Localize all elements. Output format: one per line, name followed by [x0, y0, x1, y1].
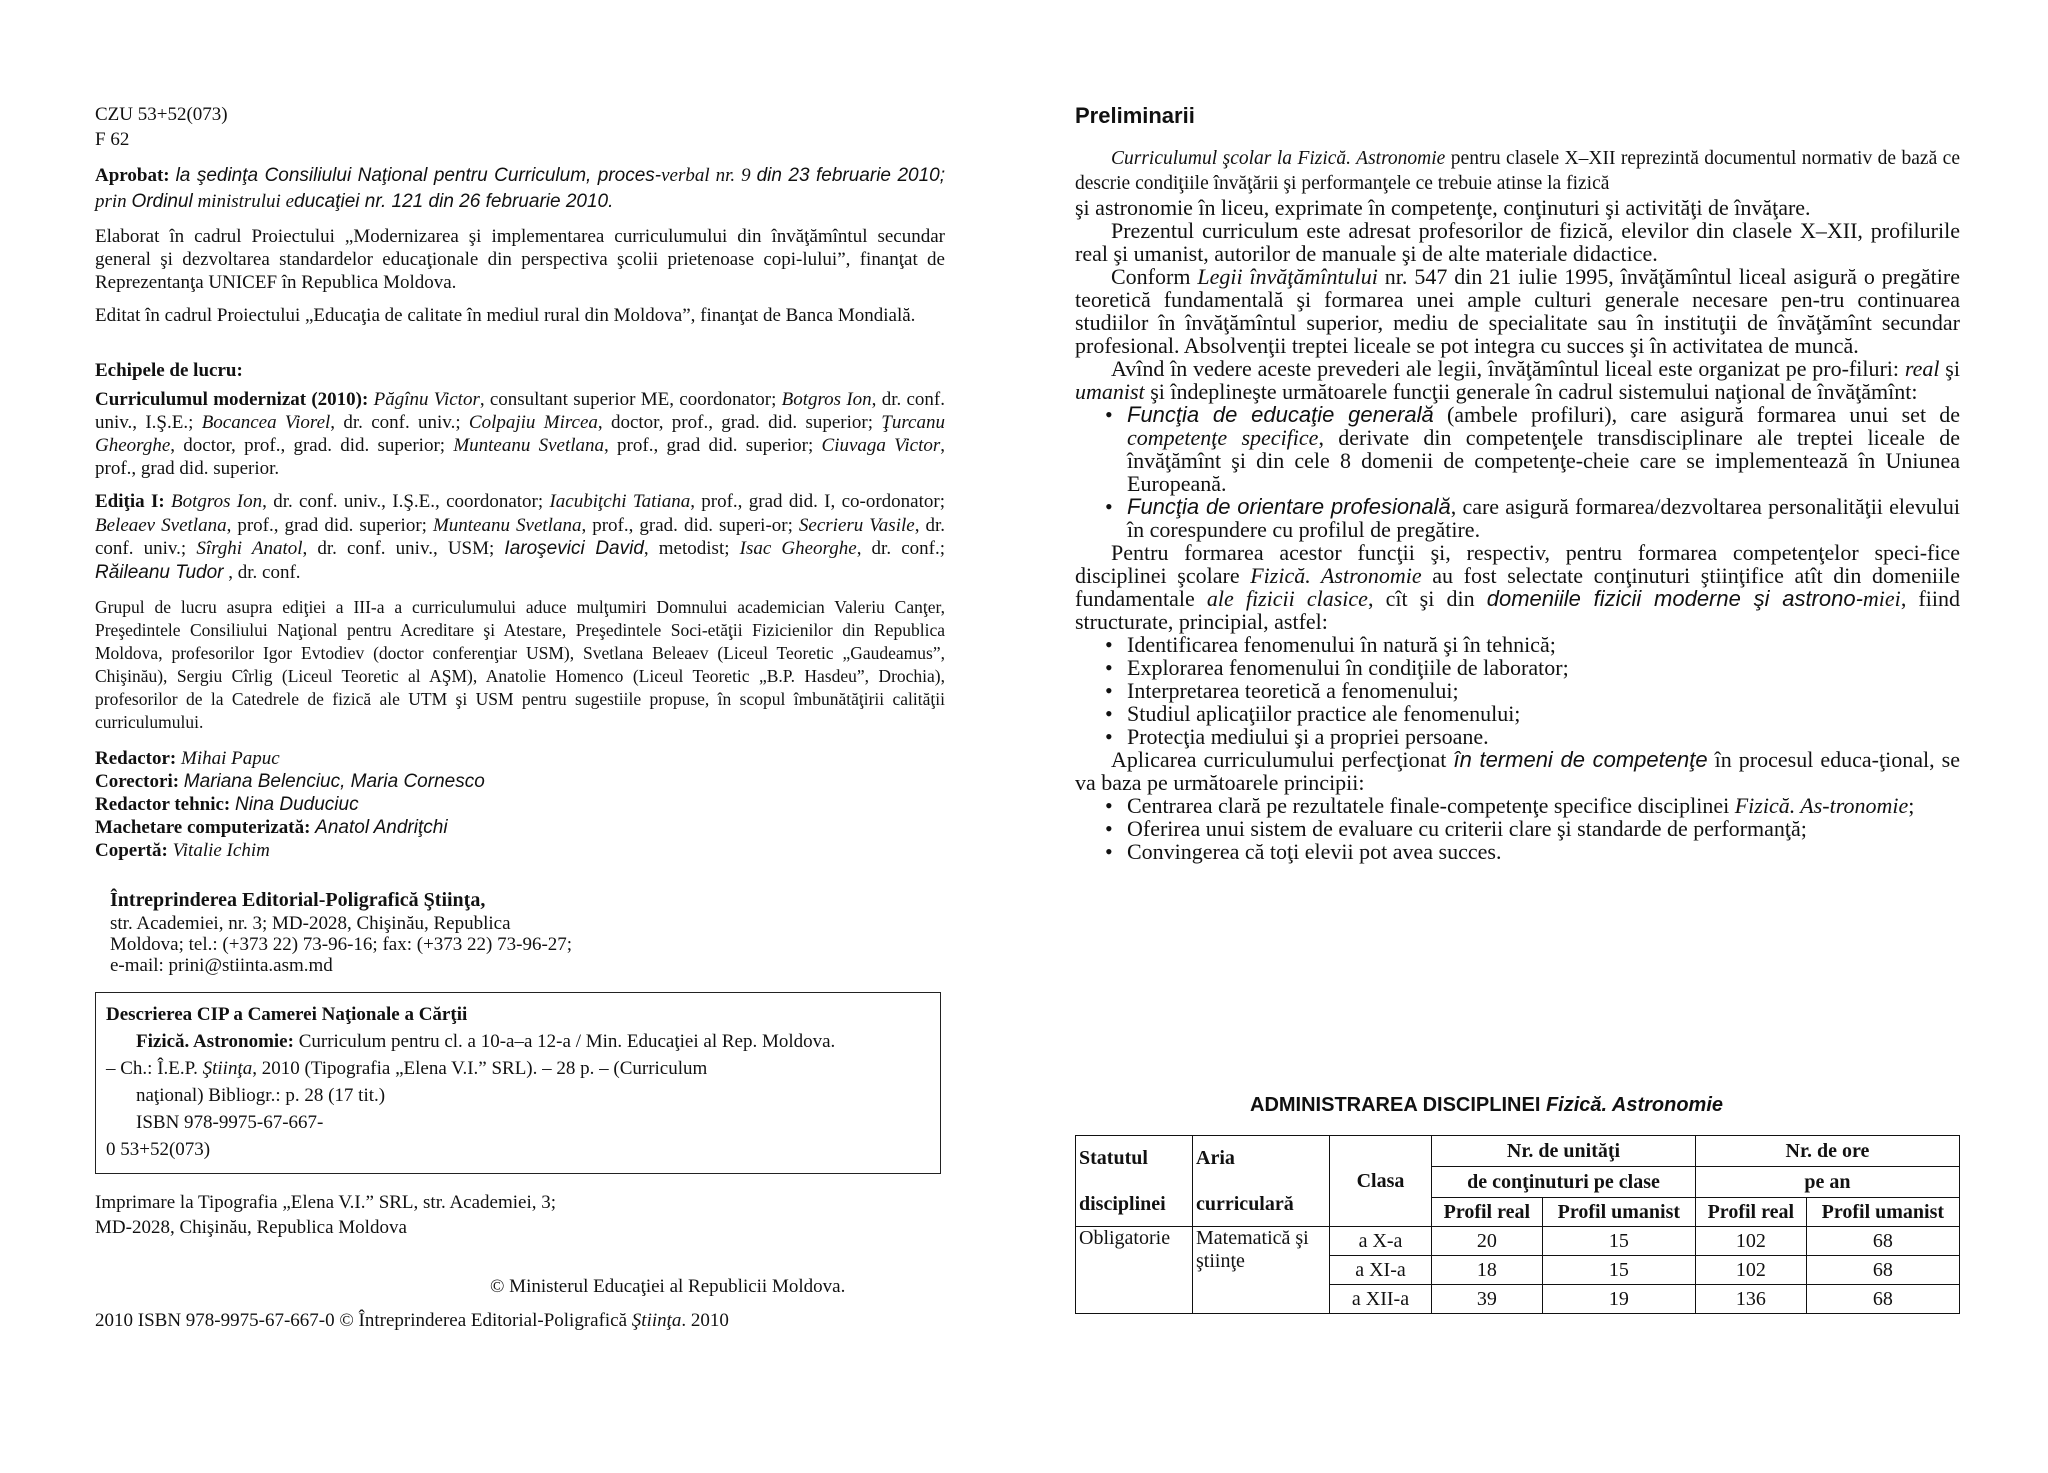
profile-real: real — [1904, 356, 1940, 381]
paragraph-text: şi îndeplineşte următoarele funcţii generale în cadrul sistemului naţional de învăţămînt: — [1144, 379, 1918, 404]
publisher-address-line: str. Academiei, nr. 3; MD-2028, Chişinău, Republica — [110, 913, 511, 934]
credit-label: Machetare computerizată: — [95, 817, 311, 838]
copyright-publisher — [95, 1310, 729, 1332]
credit-value: Mariana Belenciuc, Maria Cornesco — [183, 771, 485, 792]
list-text: (ambele profiluri), care asigură formarea unui set de — [1433, 402, 1960, 427]
cell-hours-real: 102 — [1695, 1227, 1806, 1256]
discipline-name: Fizică. Astronomie — [1250, 563, 1422, 588]
paragraph-text: şi — [1939, 356, 1960, 381]
paragraph-emphasis: în termeni de competenţe — [1453, 747, 1708, 772]
approval-text-5: Ordinul — [131, 191, 193, 212]
paragraph-text: nr. 547 din 21 iulie 1995, învăţămîntul liceal asigură o pregătire teoretică fundamentală şi formarea unei ample culturi generale necesare pen-tru continuarea studiilor în învăţămîntul superior, mediu de specialitate sau în instituţii de învăţămînt secundar profesional. Absolvenţii treptei liceale se pot integra cu succes şi în activitatea de muncă. — [1075, 264, 1960, 358]
header-clasa: Clasa — [1330, 1136, 1432, 1227]
team-member-name: Ciuvaga Victor — [821, 435, 941, 456]
credit-label: Corectori: — [95, 771, 180, 792]
publisher-address-line: Moldova; tel.: (+373 22) 73-96-16; fax: (+373 22) 73-96-27; — [110, 934, 573, 955]
cip-description-box — [95, 992, 941, 1174]
cip-line: naţional) Bibliogr.: p. 28 (17 tit.) — [136, 1085, 386, 1106]
function-name: Funcţia de orientare profesională — [1127, 494, 1451, 519]
paragraph — [1075, 357, 1960, 403]
team-member-role: , doctor, prof., grad. did. superior; — [170, 435, 454, 456]
cip-book-title: Fizică. Astronomie: — [136, 1031, 294, 1052]
cip-publisher: Ştiinţa — [202, 1058, 253, 1079]
header-profil-real: Profil real — [1432, 1198, 1543, 1227]
cell-clasa: a XII-a — [1330, 1285, 1432, 1314]
cell-text: ştiinţe — [1196, 1250, 1245, 1272]
acknowledgements-paragraph: Grupul de lucru asupra ediţiei a III-a a curriculumului aduce mulţumiri Domnului academician Valeriu Canţer, Preşedintele Consiliului Naţional pentru Acreditare şi Atestare, Preşedintele Soci-etăţii Fizicienilor din Republica Moldova, profesorilor Igor Evtodiev (doctor conferenţiar USM), Svetlana Beleaev (Liceul Teoretic „Gaudeamus”, Chişinău), Sergiu Cîrlig (Liceul Teoretic al AŞM), Anatolie Homenco (Liceul Teoretic „B.P. Hasdeu”, Drochia), profesorilor de la Catedrele de fizică ale UTM şi USM pentru sugestiile propuse, în scopul îmbunătăţirii calităţii curriculumului. — [95, 597, 945, 732]
team-member-role: , dr. conf. univ., I.Ş.E.; — [95, 389, 945, 433]
cip-isbn: ISBN 978-9975-67-667- — [136, 1112, 324, 1133]
team-member-name: Iaroşevici David — [504, 538, 644, 559]
header-text: Aria — [1196, 1146, 1235, 1169]
cip-line — [106, 1028, 930, 1055]
team-member-role: , prof., grad. did. superi-or; — [581, 514, 799, 536]
left-page — [95, 0, 945, 1473]
cell-hours-real: 102 — [1695, 1256, 1806, 1285]
team-member-name: Botgros Ion — [781, 389, 872, 410]
team-member-role: , dr. conf. univ.; — [95, 514, 945, 559]
team-member-role: , consultant superior ME, coordonator; — [479, 389, 782, 410]
header-statut — [1076, 1136, 1193, 1227]
cell-clasa: a XI-a — [1330, 1256, 1432, 1285]
structure-list — [1075, 633, 1960, 748]
edition-1-label: Ediţia I: — [95, 491, 165, 512]
credit-line — [95, 839, 485, 862]
credit-label: Redactor: — [95, 748, 177, 769]
paragraph-emphasis: domeniile fizicii moderne şi astrono- — [1486, 586, 1863, 611]
credit-value: Vitalie Ichim — [172, 840, 270, 861]
functions-list — [1075, 403, 1960, 541]
team-member-role: , dr. conf. univ., USM; — [302, 538, 505, 559]
credit-value: Mihai Papuc — [181, 748, 280, 769]
publisher-block — [110, 890, 572, 976]
table-title — [1250, 1094, 1723, 1117]
credit-line — [95, 770, 485, 793]
cip-text: Curriculum pentru cl. a 10-a–a 12-a / Min. Educaţiei al Rep. Moldova. — [293, 1031, 836, 1052]
approval-text-7: ducaţiei nr. 121 din 26 februarie 2010. — [294, 191, 614, 212]
header-units: Nr. de unităţi — [1432, 1136, 1696, 1167]
paragraph-text: Aplicarea curriculumului perfecţionat — [1111, 747, 1454, 772]
credit-label: Copertă: — [95, 840, 168, 861]
header-text: Statutul — [1079, 1146, 1148, 1169]
team-member-name: Isac Gheorghe — [739, 538, 857, 559]
cell-hours-umanist: 68 — [1806, 1285, 1959, 1314]
printing-info — [95, 1190, 556, 1240]
credit-line — [95, 793, 485, 816]
cell-hours-umanist: 68 — [1806, 1256, 1959, 1285]
header-text: disciplinei — [1079, 1192, 1166, 1215]
curriculum-2010-team — [95, 388, 945, 480]
paragraph-text: Conform — [1111, 264, 1198, 289]
header-hours-sub: pe an — [1695, 1167, 1959, 1198]
team-member-name: Bocancea Viorel — [201, 412, 331, 433]
team-member-role: , prof., grad did. superior. — [95, 435, 945, 479]
cip-title: Descrierea CIP a Camerei Naţionale a Cărţii — [106, 1004, 468, 1025]
curriculum-title: Curriculumul şcolar la Fizică. Astronomie — [1111, 148, 1446, 169]
credit-line — [95, 816, 485, 839]
preliminaries-body — [1075, 146, 1960, 863]
cell-units-real: 20 — [1432, 1227, 1543, 1256]
list-item: • Studiul aplicaţiilor practice ale fenomenului; — [1105, 702, 1960, 725]
cell-units-real: 18 — [1432, 1256, 1543, 1285]
cell-hours-real: 136 — [1695, 1285, 1806, 1314]
paragraph — [1075, 146, 1960, 196]
team-member-name: Sîrghi Anatol — [196, 538, 303, 559]
list-item — [1105, 403, 1960, 495]
table-title-discipline: Fizică. Astronomie — [1545, 1094, 1724, 1116]
team-member-role: , prof., grad did. superior; — [604, 435, 822, 456]
paragraph — [1075, 748, 1960, 794]
team-member-role: , dr. conf.; — [856, 538, 945, 559]
f62-code: F 62 — [95, 129, 130, 150]
cell-text: Matematică şi — [1196, 1227, 1309, 1249]
cell-hours-umanist: 68 — [1806, 1227, 1959, 1256]
header-text: curriculară — [1196, 1192, 1294, 1215]
czu-code: CZU 53+52(073) — [95, 104, 228, 125]
work-teams-heading: Echipele de lucru: — [95, 360, 243, 381]
copyright-year: . 2010 — [681, 1310, 729, 1331]
team-member-role: , metodist; — [643, 538, 740, 559]
header-aria — [1193, 1136, 1330, 1227]
approval-paragraph — [95, 163, 945, 215]
list-item: • Interpretarea teoretică a fenomenului; — [1105, 679, 1960, 702]
right-page — [1075, 0, 1960, 1473]
team-member-name: Colpajiu Mircea — [468, 412, 598, 433]
table-row — [1076, 1227, 1960, 1256]
approval-text-3: din 23 februarie 2010; — [756, 165, 946, 186]
credit-label: Redactor tehnic: — [95, 794, 231, 815]
cell-statut: Obligatorie — [1076, 1227, 1193, 1314]
paragraph-text: în procesul educa-ţional, se va baza pe următoarele principii: — [1075, 747, 1960, 795]
printing-line: MD-2028, Chişinău, Republica Moldova — [95, 1217, 407, 1238]
approval-label: Aprobat: — [95, 165, 170, 186]
cip-text: – Ch.: Î.E.P. — [106, 1058, 203, 1079]
credit-value: Nina Duduciuc — [235, 794, 359, 815]
publisher-name: Întreprinderea Editorial-Poligrafică Ştiinţa, — [110, 889, 486, 911]
team-member-name: Beleaev Svetlana — [95, 514, 227, 536]
team-member-role: , dr. conf. univ.; — [330, 412, 469, 433]
editat-paragraph: Editat în cadrul Proiectului „Educaţia de calitate în mediul rural din Moldova”, finanţat de Banca Mondială. — [95, 305, 916, 326]
team-member-role: , dr. conf. — [223, 561, 301, 583]
team-member-name: Răileanu Tudor — [95, 561, 224, 583]
cip-line — [106, 1055, 930, 1082]
approval-text-2: verbal nr. 9 — [661, 165, 751, 186]
team-member-role: , prof., grad did. I, co-ordonator; — [690, 491, 945, 512]
approval-text-1: la şedinţa Consiliului Naţional pentru Curriculum, proces- — [175, 165, 662, 186]
paragraph: şi astronomie în liceu, exprimate în competenţe, conţinuturi şi activităţi de învăţare. — [1075, 195, 1811, 220]
header-profil-umanist: Profil umanist — [1542, 1198, 1695, 1227]
paragraph-text: , cît şi din — [1367, 586, 1487, 611]
team-member-name: Ţurcanu Gheorghe — [95, 412, 945, 456]
header-units-sub: de conţinuturi pe clase — [1432, 1167, 1696, 1198]
team-member-name: Secrieru Vasile — [798, 514, 915, 536]
credit-line — [95, 747, 485, 770]
curriculum-2010-label: Curriculumul modernizat (2010): — [95, 389, 369, 410]
team-member-name: Munteanu Svetlana — [432, 514, 582, 536]
list-item: • Oferirea unui sistem de evaluare cu criterii clare şi standarde de performanţă; — [1105, 817, 1960, 840]
principles-list — [1075, 794, 1960, 863]
cell-units-umanist: 15 — [1542, 1227, 1695, 1256]
paragraph-emphasis: ale fizicii clasice — [1206, 586, 1368, 611]
cip-code: 0 53+52(073) — [106, 1139, 211, 1160]
team-member-name: Păgînu Victor — [373, 389, 480, 410]
list-item — [1105, 495, 1960, 541]
paragraph — [1075, 265, 1960, 357]
paragraph-text: pentru clasele X–XII reprezintă documentul normativ de bază ce descrie condiţiile învăţării şi performanţele ce trebuie atinse la fizică — [1075, 148, 1960, 194]
section-heading: Preliminarii — [1075, 103, 1195, 128]
copyright-ministry: © Ministerul Educaţiei al Republicii Moldova. — [490, 1276, 846, 1297]
function-name: Funcţia de educaţie generală — [1127, 402, 1434, 427]
list-item: • Identificarea fenomenului în natură şi în tehnică; — [1105, 633, 1960, 656]
header-profil-real: Profil real — [1695, 1198, 1806, 1227]
paragraph-text: au fost selectate conţinuturi ştiinţifice atît din domeniile fundamentale — [1075, 563, 1961, 611]
copyright-text: 2010 ISBN 978-9975-67-667-0 © Întreprinderea Editorial-Poligrafică — [95, 1310, 632, 1331]
header-hours: Nr. de ore — [1695, 1136, 1959, 1167]
list-text: , derivate din competenţele transdisciplinare ale treptei liceale de învăţămînt şi din cele 8 domenii de competenţe-cheie care se implementează în Uniunea Europeană. — [1127, 425, 1960, 496]
team-member-role: , prof., grad did. superior; — [226, 514, 433, 536]
table-title-text: ADMINISTRAREA DISCIPLINEI — [1250, 1094, 1546, 1116]
cell-units-umanist: 15 — [1542, 1256, 1695, 1285]
paragraph-emphasis: miei — [1862, 586, 1901, 611]
list-text: , care asigură formarea/dezvoltarea personalităţii elevului în corespundere cu profilul de pregătire. — [1127, 494, 1960, 542]
paragraph: Prezentul curriculum este adresat profesorilor de fizică, elevilor din clasele X–XII, profilurile real şi umanist, autorilor de manuale şi de alte materiale didactice. — [1075, 218, 1960, 266]
list-item — [1105, 794, 1960, 817]
team-member-name: Botgros Ion — [171, 491, 263, 512]
cell-clasa: a X-a — [1330, 1227, 1432, 1256]
header-profil-umanist: Profil umanist — [1806, 1198, 1959, 1227]
publisher-email: e-mail: prini@stiinta.asm.md — [110, 955, 333, 976]
table-header-row — [1076, 1136, 1960, 1167]
list-emphasis: competenţe specifice — [1127, 425, 1319, 450]
approval-text-4: prin — [95, 191, 127, 212]
discipline-name: Fizică. As-tronomie — [1734, 793, 1909, 818]
cip-text: , 2010 (Tipografia „Elena V.I.” SRL). – 28 p. – (Curriculum — [252, 1058, 708, 1079]
cell-units-umanist: 19 — [1542, 1285, 1695, 1314]
team-member-role: , dr. conf. univ., I.Ş.E., coordonator; — [262, 491, 550, 512]
paragraph-text: , fiind structurate, principial, astfel: — [1075, 586, 1960, 634]
team-member-name: Munteanu Svetlana — [453, 435, 605, 456]
list-item: • Explorarea fenomenului în condiţiile de laborator; — [1105, 656, 1960, 679]
elaborat-paragraph: Elaborat în cadrul Proiectului „Modernizarea şi implementarea curriculumului din învăţămîntul secundar general şi dezvoltarea standardelor educaţionale din perspectiva şcolii prietenoase copi-lului”, finanţat de Reprezentanţa UNICEF în Republica Moldova. — [95, 226, 945, 293]
list-text: Centrarea clară pe rezultatele finale-competenţe specifice disciplinei — [1127, 793, 1735, 818]
paragraph — [1075, 541, 1960, 633]
credit-value: Anatol Andriţchi — [315, 817, 448, 838]
list-item: • Protecţia mediului şi a propriei persoane. — [1105, 725, 1960, 748]
cell-units-real: 39 — [1432, 1285, 1543, 1314]
team-member-role: , doctor, prof., grad. did. superior; — [597, 412, 882, 433]
credits-list — [95, 747, 485, 862]
profile-umanist: umanist — [1075, 379, 1145, 404]
edition-1-team — [95, 490, 945, 584]
list-item: • Convingerea că toţi elevii pot avea succes. — [1105, 840, 1960, 863]
approval-text-6: ministrului e — [197, 191, 295, 212]
paragraph-text: Avînd în vedere aceste prevederi ale legii, învăţămîntul liceal este organizat pe pro-filuri: — [1111, 356, 1905, 381]
printing-line: Imprimare la Tipografia „Elena V.I.” SRL, str. Academiei, 3; — [95, 1192, 557, 1213]
paragraph-text: Pentru formarea acestor funcţii şi, respectiv, pentru formarea competenţelor speci-fice disciplinei şcolare — [1075, 540, 1960, 588]
law-title: Legii învăţămîntului — [1197, 264, 1378, 289]
team-member-name: Iacubiţchi Tatiana — [549, 491, 691, 512]
list-text: ; — [1908, 793, 1915, 818]
administration-table — [1075, 1135, 1960, 1314]
copyright-publisher-name: Ştiinţa — [631, 1310, 682, 1331]
cell-aria — [1193, 1227, 1330, 1314]
czu-block — [95, 102, 228, 152]
